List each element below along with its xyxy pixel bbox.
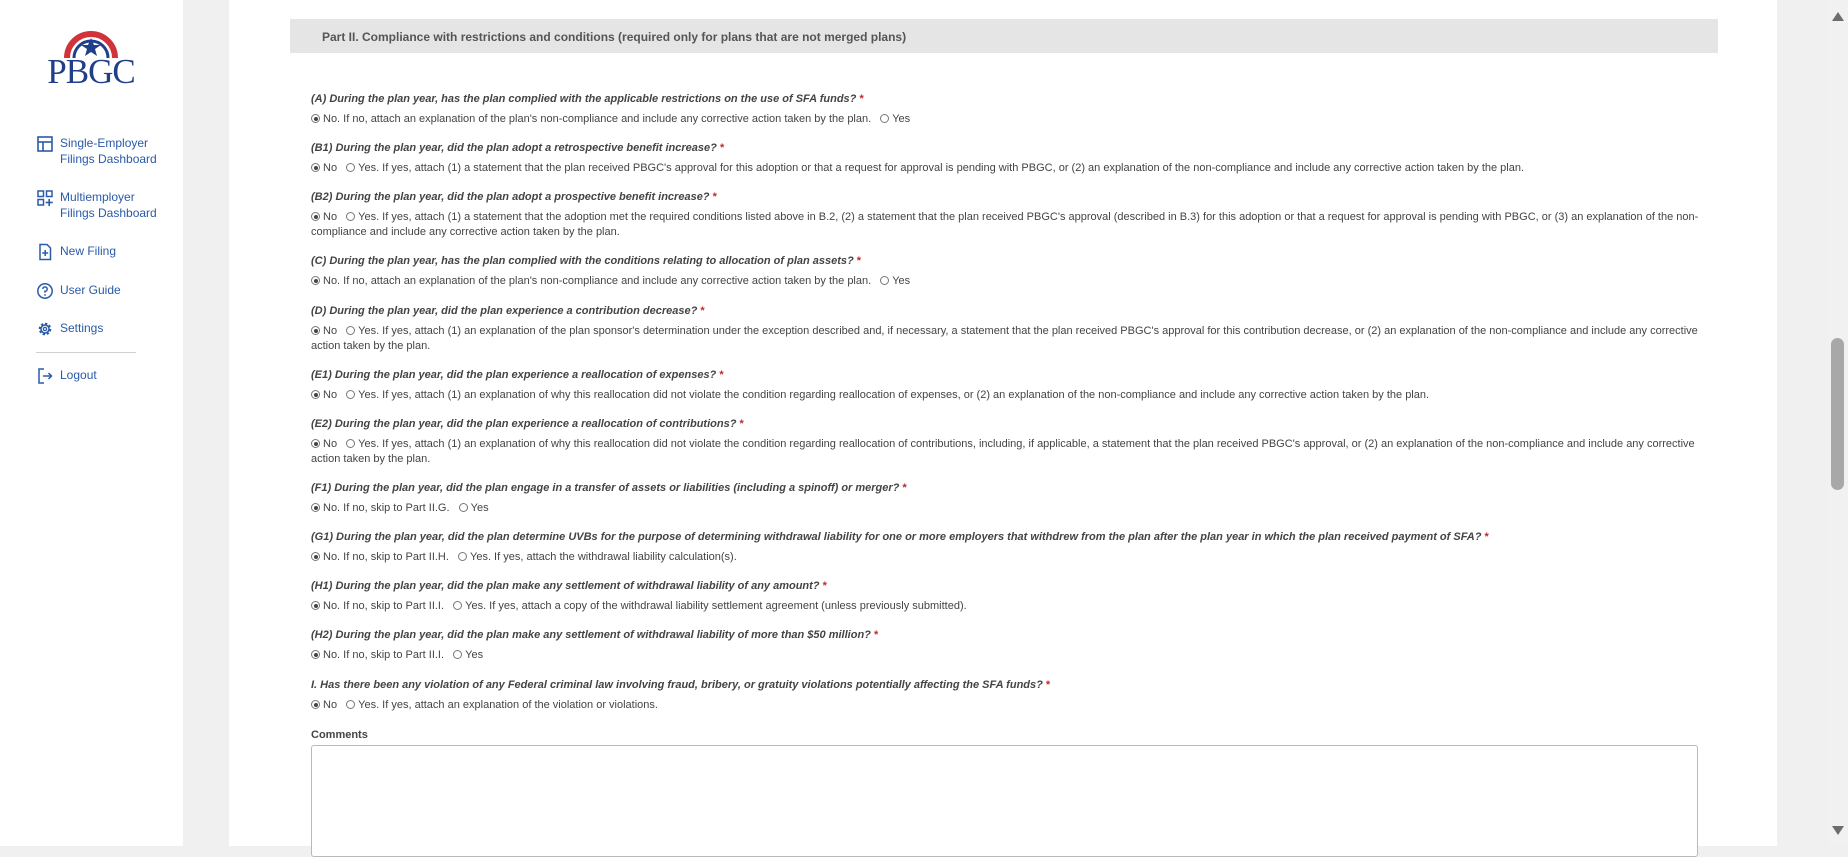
question-d — [311, 304, 1719, 354]
new-file-icon — [36, 243, 54, 261]
question-label: (C) During the plan year, has the plan complied with the conditions relating to allocation of plan assets? — [311, 255, 854, 267]
scroll-down-arrow-icon[interactable] — [1832, 826, 1844, 835]
option-label: No — [323, 325, 338, 337]
option-label: No — [323, 438, 338, 450]
question-i — [311, 678, 1719, 713]
dashboard-icon — [36, 135, 54, 153]
required-marker: * — [712, 191, 717, 203]
radio-no[interactable] — [311, 700, 320, 709]
sidebar-item-new-filing[interactable] — [36, 243, 170, 261]
option-label: Yes — [470, 502, 489, 514]
help-circle-icon — [36, 282, 54, 300]
radio-group — [311, 698, 1719, 713]
question-b1 — [311, 141, 1719, 176]
question-a — [311, 92, 1719, 127]
radio-yes[interactable] — [880, 114, 889, 123]
radio-yes[interactable] — [346, 163, 355, 172]
radio-yes[interactable] — [459, 503, 468, 512]
radio-no[interactable] — [311, 326, 320, 335]
option-label: No. If no, attach an explanation of the plan's non-compliance and include any corrective action taken by the plan. — [323, 275, 872, 287]
question-label: (B2) During the plan year, did the plan adopt a prospective benefit increase? — [311, 191, 710, 203]
option-label: Yes. If yes, attach the withdrawal liability calculation(s). — [470, 551, 737, 563]
gear-icon — [36, 320, 54, 338]
sidebar-item-label: User Guide — [60, 283, 121, 297]
option-label: No. If no, skip to Part II.I. — [323, 600, 445, 612]
radio-yes[interactable] — [346, 700, 355, 709]
sidebar-item-label: Multiemployer Filings Dashboard — [60, 190, 157, 220]
question-label: (H2) During the plan year, did the plan make any settlement of withdrawal liability of more than $50 million? — [311, 629, 871, 641]
required-marker: * — [822, 580, 827, 592]
question-label: (H1) During the plan year, did the plan make any settlement of withdrawal liability of any amount? — [311, 580, 820, 592]
scroll-up-arrow-icon[interactable] — [1832, 12, 1844, 21]
sidebar-item-settings[interactable] — [36, 320, 170, 338]
option-label: Yes. If yes, attach (1) an explanation of why this reallocation did not violate the condition regarding reallocation of contributions, including, if applicable, a statement that the plan received PBGC's approval, or (2) an explanation of the non-compliance and include any corrective action taken by the plan. — [311, 438, 1695, 465]
question-b2 — [311, 190, 1719, 240]
radio-no[interactable] — [311, 439, 320, 448]
question-label: (E2) During the plan year, did the plan experience a reallocation of contributions? — [311, 418, 737, 430]
sidebar-item-label: Logout — [60, 368, 97, 382]
page-scrollbar[interactable] — [1828, 0, 1848, 846]
sidebar-item-label: Settings — [60, 321, 104, 335]
required-marker: * — [859, 93, 864, 105]
sidebar — [0, 0, 183, 846]
required-marker: * — [700, 305, 705, 317]
option-label: Yes. If yes, attach (1) an explanation of the plan sponsor's determination under the exception described and, if necessary, a statement that the plan received PBGC's approval for this contribution decrease, or (2) an explanation of the non-compliance and include any corrective action taken by the plan. — [311, 325, 1698, 352]
radio-no[interactable] — [311, 390, 320, 399]
required-marker: * — [719, 142, 725, 154]
radio-group — [311, 648, 1719, 663]
radio-group — [311, 550, 1719, 565]
radio-group — [311, 274, 1719, 289]
option-label: Yes. If yes, attach an explanation of the violation or violations. — [358, 699, 658, 711]
radio-no[interactable] — [311, 163, 320, 172]
question-label: (A) During the plan year, has the plan complied with the applicable restrictions on the use of SFA funds? — [311, 93, 857, 105]
option-label: Yes. If yes, attach (1) a statement that the adoption met the required conditions listed above in B.2, (2) a statement that the plan received PBGC's approval (described in B.3) for this adoption or that a request for approval is pending with PBGC, or (3) an explanation of the non-compliance and include any corrective action taken by the plan. — [311, 211, 1699, 238]
question-label: (G1) During the plan year, did the plan determine UVBs for the purpose of determining withdrawal liability for one or more employers that withdrew from the plan after the plan year in which the plan received payment of SFA? — [311, 531, 1482, 543]
grid-plus-icon — [36, 189, 54, 207]
radio-no[interactable] — [311, 503, 320, 512]
question-f1 — [311, 481, 1719, 516]
radio-yes[interactable] — [346, 212, 355, 221]
question-c — [311, 254, 1719, 289]
pbgc-logo[interactable] — [43, 30, 139, 90]
question-label: (E1) During the plan year, did the plan experience a reallocation of expenses? — [311, 369, 717, 381]
question-g1 — [311, 530, 1719, 565]
radio-group — [311, 501, 1719, 516]
option-label: No. If no, skip to Part II.G. — [323, 502, 450, 514]
comments-textarea[interactable] — [311, 745, 1698, 857]
section-header — [290, 19, 1718, 53]
option-label: No — [323, 211, 338, 223]
radio-group — [311, 599, 1719, 614]
option-label: Yes. If yes, attach (1) a statement that the plan received PBGC's approval for this adoption or that a request for approval is pending with PBGC, or (2) an explanation of the non-compliance and include any corrective action taken by the plan. — [358, 162, 1525, 174]
option-label: No. If no, skip to Part II.I. — [323, 649, 445, 661]
radio-yes[interactable] — [880, 276, 889, 285]
question-label: (B1) During the plan year, did the plan adopt a retrospective benefit increase? — [311, 142, 717, 154]
sidebar-item-label: Single-Employer Filings Dashboard — [60, 136, 157, 166]
logout-icon — [36, 367, 54, 385]
required-marker: * — [1484, 531, 1489, 543]
question-h1 — [311, 579, 1719, 614]
required-marker: * — [856, 255, 862, 267]
required-marker: * — [902, 482, 907, 494]
question-h2 — [311, 628, 1719, 663]
option-label: No. If no, attach an explanation of the plan's non-compliance and include any corrective action taken by the plan. — [323, 113, 872, 125]
radio-group — [311, 388, 1719, 403]
option-label: No — [323, 699, 338, 711]
question-label: (F1) During the plan year, did the plan engage in a transfer of assets or liabilities (including a spinoff) or merger? — [311, 482, 900, 494]
radio-group — [311, 210, 1719, 240]
radio-yes[interactable] — [458, 552, 467, 561]
radio-group — [311, 324, 1719, 354]
scrollbar-thumb[interactable] — [1831, 338, 1844, 490]
section-title: Part II. Compliance with restrictions and conditions (required only for plans that are not merged plans) — [322, 30, 907, 44]
comments-label: Comments — [311, 729, 368, 741]
required-marker: * — [719, 369, 724, 381]
option-label: Yes — [892, 275, 911, 287]
option-label: No — [323, 162, 338, 174]
required-marker: * — [873, 629, 879, 641]
main-panel — [229, 0, 1777, 846]
radio-no[interactable] — [311, 276, 320, 285]
sidebar-item-multiemployer-dashboard[interactable] — [36, 189, 170, 221]
radio-yes[interactable] — [346, 439, 355, 448]
question-label: (D) During the plan year, did the plan experience a contribution decrease? — [311, 305, 698, 317]
required-marker: * — [739, 418, 744, 430]
radio-no[interactable] — [311, 114, 320, 123]
radio-yes[interactable] — [453, 650, 462, 659]
radio-group — [311, 437, 1719, 467]
option-label: Yes. If yes, attach (1) an explanation of why this reallocation did not violate the condition regarding reallocation of expenses, or (2) an explanation of the non-compliance and include any corrective action taken by the plan. — [358, 389, 1430, 401]
sidebar-item-logout[interactable] — [36, 367, 170, 385]
radio-no[interactable] — [311, 650, 320, 659]
radio-yes[interactable] — [346, 390, 355, 399]
option-label: No — [323, 389, 338, 401]
radio-yes[interactable] — [346, 326, 355, 335]
question-e2 — [311, 417, 1719, 467]
required-marker: * — [1045, 679, 1051, 691]
radio-yes[interactable] — [453, 601, 462, 610]
question-label: I. Has there been any violation of any Federal criminal law involving fraud, bribery, or gratuity violations potentially affecting the SFA funds? — [311, 679, 1043, 691]
option-label: Yes — [892, 113, 911, 125]
radio-no[interactable] — [311, 601, 320, 610]
sidebar-divider — [36, 352, 136, 353]
radio-group — [311, 112, 1719, 127]
radio-no[interactable] — [311, 212, 320, 221]
radio-group — [311, 161, 1719, 176]
sidebar-item-single-employer-dashboard[interactable] — [36, 135, 170, 167]
sidebar-item-label: New Filing — [60, 244, 117, 258]
question-e1 — [311, 368, 1719, 403]
sidebar-item-user-guide[interactable] — [36, 282, 170, 300]
radio-no[interactable] — [311, 552, 320, 561]
option-label: No. If no, skip to Part II.H. — [323, 551, 449, 563]
logo-text: PBGC — [47, 52, 135, 91]
option-label: Yes. If yes, attach a copy of the withdrawal liability settlement agreement (unless previously submitted). — [465, 600, 967, 612]
option-label: Yes — [465, 649, 484, 661]
